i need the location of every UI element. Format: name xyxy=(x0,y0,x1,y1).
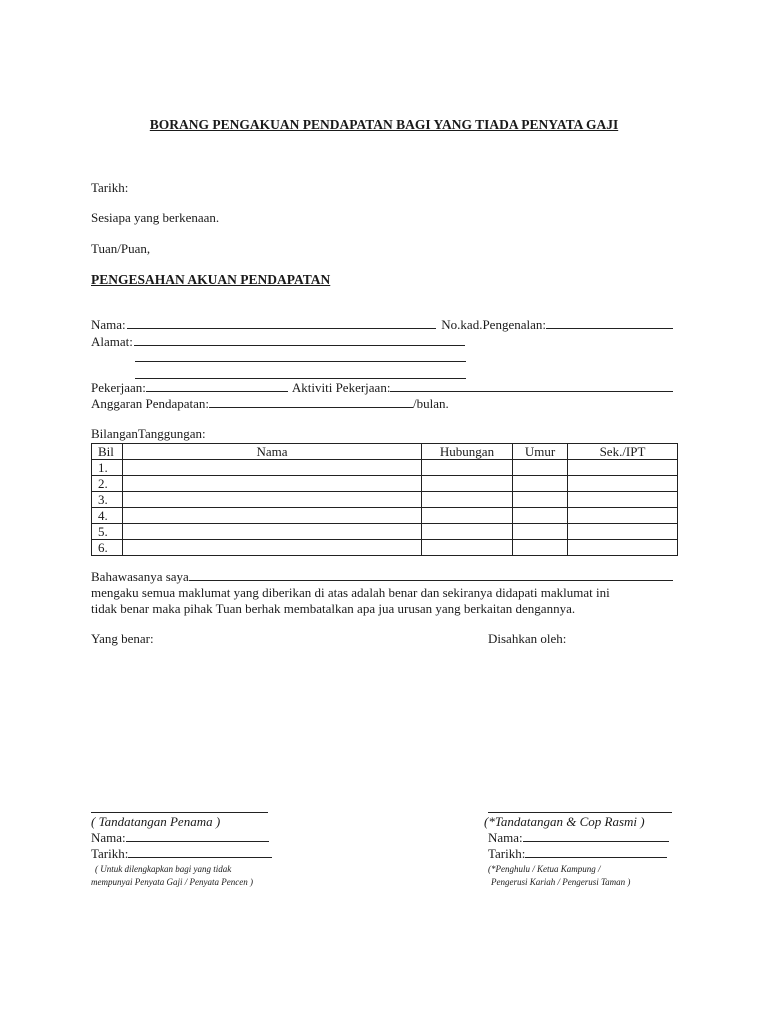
left-name-label: Nama: xyxy=(91,830,126,845)
left-name-field xyxy=(126,831,269,842)
cell-nama xyxy=(123,524,422,540)
dependents-table xyxy=(91,443,678,556)
occupation-row xyxy=(91,380,673,395)
cell-hubungan xyxy=(422,524,513,540)
addressee-text: Sesiapa yang berkenaan. xyxy=(91,210,220,225)
row-number: 5. xyxy=(92,524,123,540)
date-label: Tarikh: xyxy=(91,180,129,195)
left-signature-line xyxy=(91,812,268,813)
cell-hubungan xyxy=(422,492,513,508)
cell-sek-ipt xyxy=(568,460,678,476)
declaration-row xyxy=(91,569,673,584)
activity-field xyxy=(390,381,673,392)
right-date-field xyxy=(525,847,667,858)
right-signature-line xyxy=(488,812,672,813)
cell-umur xyxy=(513,492,568,508)
occupation-label: Pekerjaan: xyxy=(91,380,146,395)
right-note-line-1: (*Penghulu / Ketua Kampung / xyxy=(488,864,601,874)
cell-umur xyxy=(513,524,568,540)
declaration-lead: Bahawasanya saya xyxy=(91,569,189,584)
name-ic-row xyxy=(91,317,673,332)
left-note-line-1: ( Untuk dilengkapkan bagi yang tidak xyxy=(95,864,232,874)
right-date-row xyxy=(488,846,667,861)
declaration-text-line-2: tidak benar maka pihak Tuan berhak membatalkan apa jua urusan yang berkaitan dengannya. xyxy=(91,601,576,616)
declarant-name-field xyxy=(189,570,673,581)
right-name-label: Nama: xyxy=(488,830,523,845)
cell-nama xyxy=(123,476,422,492)
row-number: 6. xyxy=(92,540,123,556)
cell-hubungan xyxy=(422,540,513,556)
table-row xyxy=(92,476,678,492)
left-date-label: Tarikh: xyxy=(91,846,129,861)
cell-sek-ipt xyxy=(568,492,678,508)
left-date-row xyxy=(91,846,272,861)
cell-nama xyxy=(123,460,422,476)
activity-label: Aktiviti Pekerjaan: xyxy=(291,380,391,395)
cell-umur xyxy=(513,460,568,476)
address-field-3 xyxy=(135,378,466,379)
cell-hubungan xyxy=(422,508,513,524)
salutation-text: Tuan/Puan, xyxy=(91,241,151,256)
cell-sek-ipt xyxy=(568,508,678,524)
left-name-row xyxy=(91,830,269,845)
left-note-line-2: mempunyai Penyata Gaji / Penyata Pencen ) xyxy=(91,877,253,887)
occupation-field xyxy=(146,381,288,392)
cell-nama xyxy=(123,540,422,556)
right-note-line-2: Pengerusi Kariah / Pengerusi Taman ) xyxy=(491,877,631,887)
cell-umur xyxy=(513,540,568,556)
address-row xyxy=(91,334,465,349)
income-row xyxy=(91,396,449,411)
left-signature-heading: Yang benar: xyxy=(91,631,154,646)
ic-label: No.kad.Pengenalan: xyxy=(441,317,546,332)
left-date-field xyxy=(128,847,272,858)
cell-sek-ipt xyxy=(568,476,678,492)
cell-umur xyxy=(513,508,568,524)
address-field-2 xyxy=(135,361,466,362)
declaration-text-line-1: mengaku semua maklumat yang diberikan di atas adalah benar dan sekiranya didapati maklumat ini xyxy=(91,585,610,600)
dependents-label: BilanganTanggungan: xyxy=(91,426,206,441)
cell-umur xyxy=(513,476,568,492)
cell-sek-ipt xyxy=(568,524,678,540)
table-row xyxy=(92,460,678,476)
header-sek-ipt: Sek./IPT xyxy=(568,444,678,460)
ic-field xyxy=(546,318,673,329)
cell-nama xyxy=(123,492,422,508)
header-umur: Umur xyxy=(513,444,568,460)
form-title: BORANG PENGAKUAN PENDAPATAN BAGI YANG TIADA PENYATA GAJI xyxy=(149,117,619,132)
row-number: 2. xyxy=(92,476,123,492)
right-name-field xyxy=(523,831,669,842)
header-hubungan: Hubungan xyxy=(422,444,513,460)
row-number: 3. xyxy=(92,492,123,508)
cell-hubungan xyxy=(422,460,513,476)
header-nama: Nama xyxy=(123,444,422,460)
right-name-row xyxy=(488,830,669,845)
name-field xyxy=(127,318,437,329)
income-suffix: /bulan. xyxy=(413,396,449,411)
header-bil: Bil xyxy=(92,444,123,460)
table-row xyxy=(92,508,678,524)
address-label: Alamat: xyxy=(91,334,133,349)
section-heading: PENGESAHAN AKUAN PENDAPATAN xyxy=(91,272,331,287)
left-signature-caption: ( Tandatangan Penama ) xyxy=(91,814,221,829)
table-row xyxy=(92,540,678,556)
cell-sek-ipt xyxy=(568,540,678,556)
right-date-label: Tarikh: xyxy=(488,846,526,861)
table-row xyxy=(92,492,678,508)
right-signature-heading: Disahkan oleh: xyxy=(488,631,567,646)
address-field-1 xyxy=(134,335,465,346)
income-field xyxy=(209,397,413,408)
table-row xyxy=(92,524,678,540)
table-header-row xyxy=(92,444,678,460)
income-label: Anggaran Pendapatan: xyxy=(91,396,210,411)
name-label: Nama: xyxy=(91,317,126,332)
row-number: 4. xyxy=(92,508,123,524)
cell-hubungan xyxy=(422,476,513,492)
row-number: 1. xyxy=(92,460,123,476)
cell-nama xyxy=(123,508,422,524)
right-signature-caption: (*Tandatangan & Cop Rasmi ) xyxy=(484,814,645,829)
